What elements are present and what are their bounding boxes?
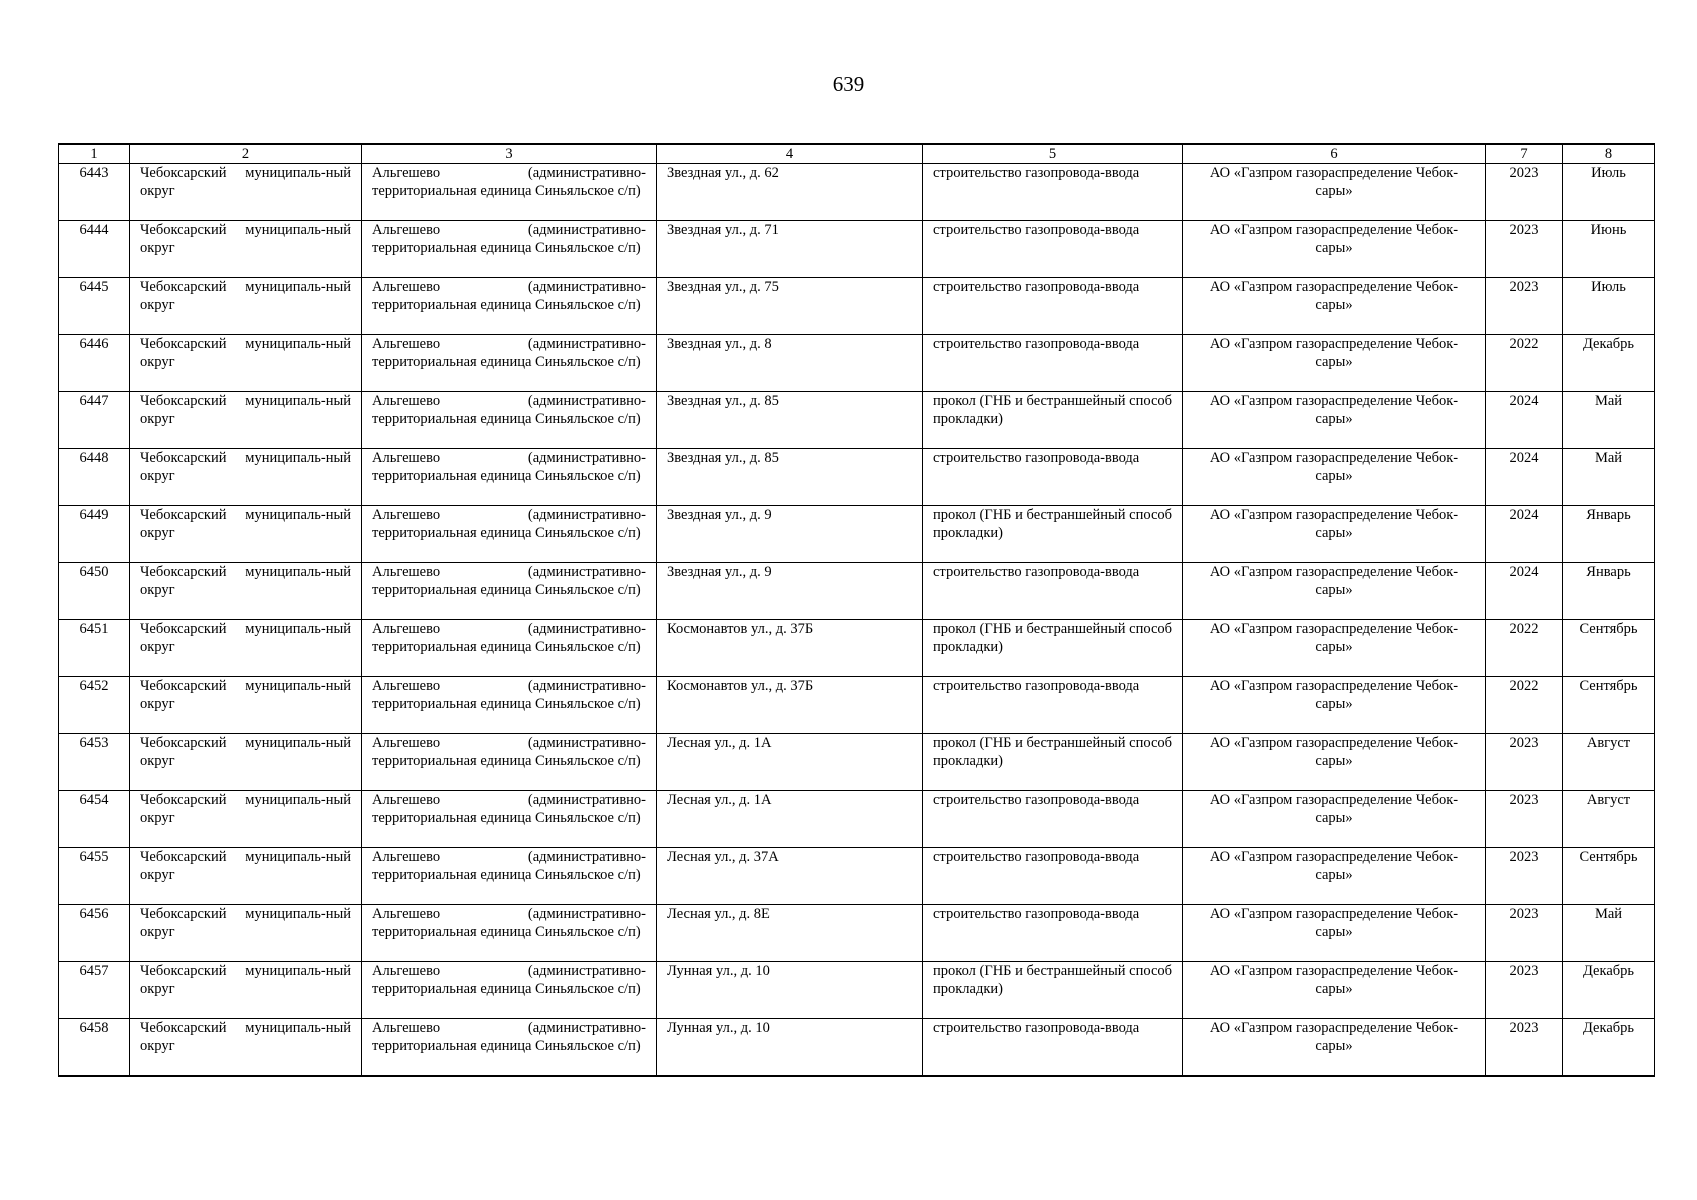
organization-cell: АО «Газпром газораспределение Чебок-сары» <box>1183 1019 1486 1076</box>
settlement-cell: Альгешево (административно-территориальная единица Синьяльское с/п) <box>362 848 657 905</box>
record-number: 6457 <box>59 962 130 1019</box>
month-cell: Сентябрь <box>1563 620 1655 677</box>
district-cell: Чебоксарский муниципаль-ный округ <box>130 677 362 734</box>
work-type-cell: строительство газопровода-ввода <box>923 164 1183 221</box>
settlement-cell: Альгешево (административно-территориальная единица Синьяльское с/п) <box>362 221 657 278</box>
work-type-cell: строительство газопровода-ввода <box>923 278 1183 335</box>
table-row <box>59 506 1655 563</box>
address-cell: Звездная ул., д. 85 <box>657 392 923 449</box>
year-cell: 2024 <box>1486 506 1563 563</box>
table-row <box>59 1019 1655 1076</box>
address-cell: Звездная ул., д. 8 <box>657 335 923 392</box>
settlement-cell: Альгешево (административно-территориальная единица Синьяльское с/п) <box>362 677 657 734</box>
column-header-1: 1 <box>59 144 130 164</box>
record-number: 6443 <box>59 164 130 221</box>
month-cell: Июль <box>1563 278 1655 335</box>
column-number-row <box>59 144 1655 164</box>
address-cell: Лесная ул., д. 37А <box>657 848 923 905</box>
record-number: 6452 <box>59 677 130 734</box>
address-cell: Лунная ул., д. 10 <box>657 1019 923 1076</box>
work-type-cell: строительство газопровода-ввода <box>923 563 1183 620</box>
work-type-cell: строительство газопровода-ввода <box>923 905 1183 962</box>
address-cell: Звездная ул., д. 9 <box>657 506 923 563</box>
month-cell: Май <box>1563 392 1655 449</box>
settlement-cell: Альгешево (административно-территориальная единица Синьяльское с/п) <box>362 791 657 848</box>
table-row <box>59 791 1655 848</box>
organization-cell: АО «Газпром газораспределение Чебок-сары» <box>1183 449 1486 506</box>
month-cell: Май <box>1563 905 1655 962</box>
year-cell: 2024 <box>1486 449 1563 506</box>
table-row <box>59 962 1655 1019</box>
settlement-cell: Альгешево (административно-территориальная единица Синьяльское с/п) <box>362 278 657 335</box>
record-number: 6447 <box>59 392 130 449</box>
work-type-cell: строительство газопровода-ввода <box>923 677 1183 734</box>
address-cell: Космонавтов ул., д. 37Б <box>657 677 923 734</box>
record-number: 6458 <box>59 1019 130 1076</box>
organization-cell: АО «Газпром газораспределение Чебок-сары» <box>1183 734 1486 791</box>
record-number: 6448 <box>59 449 130 506</box>
table-row <box>59 278 1655 335</box>
district-cell: Чебоксарский муниципаль-ный округ <box>130 392 362 449</box>
organization-cell: АО «Газпром газораспределение Чебок-сары» <box>1183 335 1486 392</box>
address-cell: Звездная ул., д. 62 <box>657 164 923 221</box>
organization-cell: АО «Газпром газораспределение Чебок-сары» <box>1183 905 1486 962</box>
month-cell: Июль <box>1563 164 1655 221</box>
year-cell: 2023 <box>1486 1019 1563 1076</box>
year-cell: 2023 <box>1486 734 1563 791</box>
organization-cell: АО «Газпром газораспределение Чебок-сары» <box>1183 278 1486 335</box>
record-number: 6456 <box>59 905 130 962</box>
column-header-4: 4 <box>657 144 923 164</box>
month-cell: Сентябрь <box>1563 848 1655 905</box>
settlement-cell: Альгешево (административно-территориальная единица Синьяльское с/п) <box>362 506 657 563</box>
organization-cell: АО «Газпром газораспределение Чебок-сары» <box>1183 164 1486 221</box>
organization-cell: АО «Газпром газораспределение Чебок-сары» <box>1183 620 1486 677</box>
month-cell: Август <box>1563 791 1655 848</box>
record-number: 6445 <box>59 278 130 335</box>
address-cell: Космонавтов ул., д. 37Б <box>657 620 923 677</box>
table-row <box>59 734 1655 791</box>
record-number: 6451 <box>59 620 130 677</box>
work-type-cell: прокол (ГНБ и бестраншейный способ прокладки) <box>923 392 1183 449</box>
year-cell: 2023 <box>1486 221 1563 278</box>
district-cell: Чебоксарский муниципаль-ный округ <box>130 620 362 677</box>
column-header-3: 3 <box>362 144 657 164</box>
column-header-6: 6 <box>1183 144 1486 164</box>
month-cell: Декабрь <box>1563 962 1655 1019</box>
year-cell: 2023 <box>1486 962 1563 1019</box>
record-number: 6454 <box>59 791 130 848</box>
organization-cell: АО «Газпром газораспределение Чебок-сары» <box>1183 791 1486 848</box>
record-number: 6453 <box>59 734 130 791</box>
address-cell: Звездная ул., д. 71 <box>657 221 923 278</box>
year-cell: 2022 <box>1486 677 1563 734</box>
year-cell: 2023 <box>1486 791 1563 848</box>
table-row <box>59 620 1655 677</box>
month-cell: Январь <box>1563 563 1655 620</box>
record-number: 6444 <box>59 221 130 278</box>
page-number: 639 <box>832 72 865 96</box>
district-cell: Чебоксарский муниципаль-ный округ <box>130 791 362 848</box>
month-cell: Май <box>1563 449 1655 506</box>
record-number: 6446 <box>59 335 130 392</box>
organization-cell: АО «Газпром газораспределение Чебок-сары» <box>1183 848 1486 905</box>
record-number: 6450 <box>59 563 130 620</box>
district-cell: Чебоксарский муниципаль-ный округ <box>130 1019 362 1076</box>
address-cell: Лесная ул., д. 1А <box>657 791 923 848</box>
month-cell: Сентябрь <box>1563 677 1655 734</box>
settlement-cell: Альгешево (административно-территориальная единица Синьяльское с/п) <box>362 392 657 449</box>
work-type-cell: строительство газопровода-ввода <box>923 221 1183 278</box>
organization-cell: АО «Газпром газораспределение Чебок-сары» <box>1183 506 1486 563</box>
table-row <box>59 563 1655 620</box>
address-cell: Лунная ул., д. 10 <box>657 962 923 1019</box>
month-cell: Июнь <box>1563 221 1655 278</box>
table-row <box>59 335 1655 392</box>
column-header-5: 5 <box>923 144 1183 164</box>
table-row <box>59 392 1655 449</box>
year-cell: 2024 <box>1486 563 1563 620</box>
settlement-cell: Альгешево (административно-территориальная единица Синьяльское с/п) <box>362 563 657 620</box>
record-number: 6449 <box>59 506 130 563</box>
organization-cell: АО «Газпром газораспределение Чебок-сары» <box>1183 962 1486 1019</box>
month-cell: Декабрь <box>1563 1019 1655 1076</box>
organization-cell: АО «Газпром газораспределение Чебок-сары» <box>1183 221 1486 278</box>
year-cell: 2022 <box>1486 335 1563 392</box>
month-cell: Декабрь <box>1563 335 1655 392</box>
table-row <box>59 221 1655 278</box>
table-row <box>59 848 1655 905</box>
column-header-2: 2 <box>130 144 362 164</box>
organization-cell: АО «Газпром газораспределение Чебок-сары» <box>1183 677 1486 734</box>
record-number: 6455 <box>59 848 130 905</box>
district-cell: Чебоксарский муниципаль-ный округ <box>130 164 362 221</box>
settlement-cell: Альгешево (административно-территориальная единица Синьяльское с/п) <box>362 1019 657 1076</box>
work-type-cell: строительство газопровода-ввода <box>923 1019 1183 1076</box>
work-type-cell: прокол (ГНБ и бестраншейный способ прокладки) <box>923 506 1183 563</box>
address-cell: Лесная ул., д. 8Е <box>657 905 923 962</box>
table-row <box>59 164 1655 221</box>
district-cell: Чебоксарский муниципаль-ный округ <box>130 449 362 506</box>
settlement-cell: Альгешево (административно-территориальная единица Синьяльское с/п) <box>362 335 657 392</box>
table-row <box>59 677 1655 734</box>
column-header-8: 8 <box>1563 144 1655 164</box>
district-cell: Чебоксарский муниципаль-ный округ <box>130 962 362 1019</box>
address-cell: Звездная ул., д. 85 <box>657 449 923 506</box>
settlement-cell: Альгешево (административно-территориальная единица Синьяльское с/п) <box>362 962 657 1019</box>
settlement-cell: Альгешево (административно-территориальная единица Синьяльское с/п) <box>362 905 657 962</box>
table-row <box>59 449 1655 506</box>
year-cell: 2023 <box>1486 905 1563 962</box>
year-cell: 2023 <box>1486 278 1563 335</box>
column-header-7: 7 <box>1486 144 1563 164</box>
year-cell: 2022 <box>1486 620 1563 677</box>
work-type-cell: строительство газопровода-ввода <box>923 449 1183 506</box>
year-cell: 2024 <box>1486 392 1563 449</box>
address-cell: Звездная ул., д. 75 <box>657 278 923 335</box>
organization-cell: АО «Газпром газораспределение Чебок-сары» <box>1183 392 1486 449</box>
district-cell: Чебоксарский муниципаль-ный округ <box>130 734 362 791</box>
month-cell: Январь <box>1563 506 1655 563</box>
work-type-cell: прокол (ГНБ и бестраншейный способ прокладки) <box>923 734 1183 791</box>
organization-cell: АО «Газпром газораспределение Чебок-сары» <box>1183 563 1486 620</box>
year-cell: 2023 <box>1486 848 1563 905</box>
year-cell: 2023 <box>1486 164 1563 221</box>
work-type-cell: прокол (ГНБ и бестраншейный способ прокладки) <box>923 620 1183 677</box>
district-cell: Чебоксарский муниципаль-ный округ <box>130 278 362 335</box>
settlement-cell: Альгешево (административно-территориальная единица Синьяльское с/п) <box>362 734 657 791</box>
district-cell: Чебоксарский муниципаль-ный округ <box>130 221 362 278</box>
district-cell: Чебоксарский муниципаль-ный округ <box>130 506 362 563</box>
work-type-cell: строительство газопровода-ввода <box>923 791 1183 848</box>
district-cell: Чебоксарский муниципаль-ный округ <box>130 335 362 392</box>
month-cell: Август <box>1563 734 1655 791</box>
work-type-cell: строительство газопровода-ввода <box>923 335 1183 392</box>
table-row <box>59 905 1655 962</box>
work-type-cell: строительство газопровода-ввода <box>923 848 1183 905</box>
work-type-cell: прокол (ГНБ и бестраншейный способ прокладки) <box>923 962 1183 1019</box>
address-cell: Звездная ул., д. 9 <box>657 563 923 620</box>
settlement-cell: Альгешево (административно-территориальная единица Синьяльское с/п) <box>362 449 657 506</box>
district-cell: Чебоксарский муниципаль-ный округ <box>130 563 362 620</box>
gas-connection-register-table <box>58 143 1655 1077</box>
district-cell: Чебоксарский муниципаль-ный округ <box>130 905 362 962</box>
address-cell: Лесная ул., д. 1А <box>657 734 923 791</box>
settlement-cell: Альгешево (административно-территориальная единица Синьяльское с/п) <box>362 620 657 677</box>
settlement-cell: Альгешево (административно-территориальная единица Синьяльское с/п) <box>362 164 657 221</box>
district-cell: Чебоксарский муниципаль-ный округ <box>130 848 362 905</box>
